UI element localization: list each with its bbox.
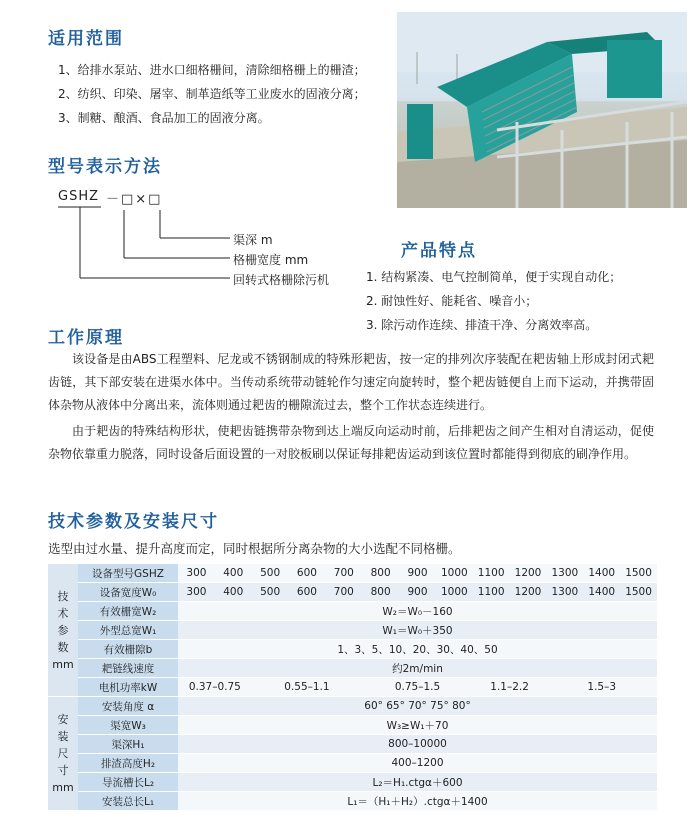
group-label-install: 安 装 尺 寸 mm (48, 697, 78, 811)
cell: 1.1–2.2 (473, 678, 547, 697)
cell: 300 (178, 564, 215, 583)
cell: 约2m/min (178, 659, 657, 678)
row-label: 导流槽长L₂ (78, 773, 178, 792)
row-label: 外型总宽W₁ (78, 621, 178, 640)
cell: 0.37–0.75 (178, 678, 252, 697)
row-label: 安装总长L₁ (78, 792, 178, 811)
cell: 400 (215, 583, 252, 602)
cell: 800 (362, 583, 399, 602)
cell: 700 (325, 564, 362, 583)
row-label: 设备宽度W₀ (78, 583, 178, 602)
spec-intro: 选型由过水量、提升高度而定，同时根据所分离杂物的大小选配不同格栅。 (48, 541, 461, 556)
cell: L₁＝（H₁＋H₂）.ctgα＋1400 (178, 792, 657, 811)
scope-item-1: 1、给排水泵站、进水口细格栅间，清除细格栅上的栅渣； (58, 63, 366, 77)
table-row (48, 773, 657, 792)
table-row (48, 697, 657, 716)
section-title-scope: 适用范围 (48, 29, 124, 49)
row-label: 安装角度 α (78, 697, 178, 716)
cell: 1.5–3 (546, 678, 657, 697)
model-label-depth: 渠深 m (233, 233, 273, 247)
cell: 800 (362, 564, 399, 583)
cell: W₃≥W₁＋70 (178, 716, 657, 735)
cell: 1400 (583, 564, 620, 583)
model-pattern: －□×□ (106, 192, 163, 207)
cell: 600 (289, 564, 326, 583)
feature-item-1: 1. 结构紧凑、电气控制简单，便于实现自动化； (366, 270, 622, 284)
cell: 60° 65° 70° 75° 80° (178, 697, 657, 716)
table-row (48, 659, 657, 678)
model-label-name: 回转式格栅除污机 (233, 273, 330, 287)
table-row (48, 602, 657, 621)
principle-paragraph-2: 由于耙齿的特殊结构形状，使耙齿链携带杂物到达上端反向运动时前，后排耙齿之间产生相对自清运动，促使杂物依靠重力脱落，同时设备后面设置的一对胶板刷以保证每排耙齿运动到该位置时都能得到彻底的刷净作用。 (48, 424, 654, 461)
model-diagram-lines (48, 180, 238, 290)
group-label-tech: 技 术 参 数 mm (48, 564, 78, 697)
cell: 600 (289, 583, 326, 602)
row-label: 耙链线速度 (78, 659, 178, 678)
cell: 500 (252, 583, 289, 602)
cell: 1200 (510, 583, 547, 602)
feature-item-3: 3. 除污动作连续、排渣干净、分离效率高。 (366, 318, 598, 332)
row-label: 渠深H₁ (78, 735, 178, 754)
cell: 1100 (473, 583, 510, 602)
cell: 1、3、5、10、20、30、40、50 (178, 640, 657, 659)
table-row (48, 735, 657, 754)
row-label: 渠宽W₃ (78, 716, 178, 735)
cell: 1500 (620, 583, 657, 602)
cell: W₁＝W₀＋350 (178, 621, 657, 640)
cell: 500 (252, 564, 289, 583)
cell: 1000 (436, 583, 473, 602)
table-row (48, 583, 657, 602)
table-row (48, 716, 657, 735)
cell: 300 (178, 583, 215, 602)
table-row (48, 678, 657, 697)
cell: 1100 (473, 564, 510, 583)
table-row (48, 754, 657, 773)
cell: 1300 (546, 583, 583, 602)
cell: 400 (215, 564, 252, 583)
cell: W₂＝W₀－160 (178, 602, 657, 621)
cell: 900 (399, 583, 436, 602)
cell: 400–1200 (178, 754, 657, 773)
table-row (48, 640, 657, 659)
row-label: 电机功率kW (78, 678, 178, 697)
row-label: 有效栅隙b (78, 640, 178, 659)
cell: 700 (325, 583, 362, 602)
section-title-model: 型号表示方法 (48, 157, 162, 177)
cell: 1400 (583, 583, 620, 602)
cell: 0.75–1.5 (362, 678, 473, 697)
table-row (48, 621, 657, 640)
feature-item-2: 2. 耐蚀性好、能耗省、噪音小； (366, 294, 538, 308)
cell: 800–10000 (178, 735, 657, 754)
row-label: 有效栅宽W₂ (78, 602, 178, 621)
product-photo (397, 12, 687, 208)
cell: 1200 (510, 564, 547, 583)
cell: 900 (399, 564, 436, 583)
scope-item-3: 3、制糖、酿酒、食品加工的固液分离。 (58, 111, 270, 125)
section-title-spec: 技术参数及安装尺寸 (48, 512, 219, 532)
cell: L₂＝H₁.ctgα＋600 (178, 773, 657, 792)
section-title-features: 产品特点 (401, 241, 477, 261)
table-row (48, 564, 657, 583)
row-label: 设备型号GSHZ (78, 564, 178, 583)
cell: 0.55–1.1 (252, 678, 363, 697)
cell: 1300 (546, 564, 583, 583)
model-label-width: 格栅宽度 mm (233, 253, 309, 267)
row-label: 排渣高度H₂ (78, 754, 178, 773)
spec-table (48, 564, 657, 811)
principle-paragraph-1: 该设备是由ABS工程塑料、尼龙或不锈钢制成的特殊形耙齿，按一定的排列次序装配在耙齿轴上形成封闭式耙齿链，其下部安装在进渠水体中。当传动系统带动链轮作匀速定向旋转时，整个耙齿链便自上而下运动，并携带固体杂物从液体中分离出来，流体则通过耙齿的栅隙流过去，整个工作状态连续进行。 (48, 352, 654, 412)
cell: 1500 (620, 564, 657, 583)
model-code: GSHZ (58, 189, 100, 204)
section-title-principle: 工作原理 (48, 328, 124, 348)
scope-item-2: 2、纺织、印染、屠宰、制革造纸等工业废水的固液分离； (58, 87, 366, 101)
cell: 1000 (436, 564, 473, 583)
table-row (48, 792, 657, 811)
